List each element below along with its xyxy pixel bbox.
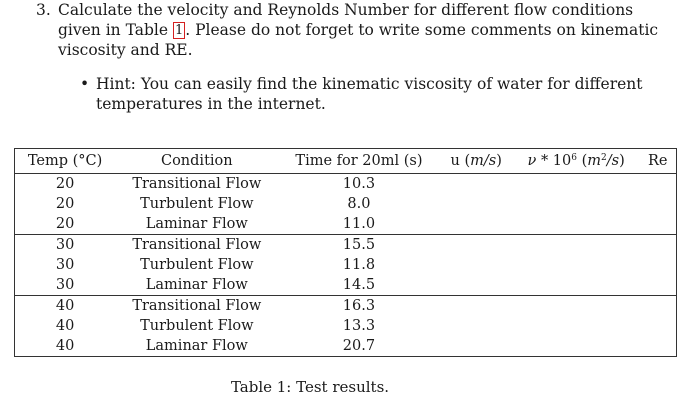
cell-temp: 40 <box>55 338 75 354</box>
cell-viscosity <box>513 194 640 214</box>
nu-unit-close: ) <box>619 153 625 169</box>
cell-viscosity <box>513 316 640 336</box>
cell-viscosity <box>513 235 640 256</box>
cell-condition: Turbulent Flow <box>140 196 254 212</box>
header-reynolds: Re <box>639 149 676 174</box>
nu-unit-m: m <box>587 153 602 169</box>
cell-time: 20.7 <box>342 338 376 354</box>
cell-condition: Laminar Flow <box>115 275 278 296</box>
nu-multiplier: * 10 <box>536 153 572 169</box>
header-velocity-suffix: ) <box>496 153 502 169</box>
cell-temp: 30 <box>15 275 116 296</box>
table-row <box>15 214 677 235</box>
cell-reynolds <box>639 275 676 296</box>
cell-temp: 40 <box>55 318 75 334</box>
cell-reynolds <box>639 336 676 357</box>
cell-velocity <box>440 316 513 336</box>
cell-velocity <box>440 235 513 256</box>
header-kinematic-viscosity <box>513 149 640 174</box>
table-reference-link[interactable]: 1 <box>174 23 184 38</box>
header-temp: Temp (°C) <box>15 149 116 174</box>
table-header-row <box>15 149 677 174</box>
cell-condition: Transitional Flow <box>132 298 262 314</box>
bullet-icon: • <box>80 75 90 93</box>
hint-text: Hint: You can easily find the kinematic viscosity of water for different temperatures in the internet. <box>96 75 643 113</box>
cell-temp: 30 <box>55 257 75 273</box>
cell-condition: Turbulent Flow <box>140 318 254 334</box>
cell-condition: Turbulent Flow <box>140 257 254 273</box>
cell-velocity <box>440 296 513 317</box>
cell-time: 16.3 <box>342 298 376 314</box>
cell-viscosity <box>513 214 640 235</box>
cell-reynolds <box>639 194 676 214</box>
question-text-part2: . Please do not forget to write some comments on kinematic viscosity and RE. <box>58 21 659 59</box>
question-text <box>58 0 676 60</box>
cell-reynolds <box>639 214 676 235</box>
table-row <box>15 194 677 214</box>
header-time: Time for 20ml (s) <box>278 149 439 174</box>
cell-time: 11.0 <box>278 214 439 235</box>
hint-item <box>80 74 680 114</box>
header-velocity-prefix: u ( <box>450 153 471 169</box>
cell-temp: 20 <box>55 176 75 192</box>
table-row <box>15 336 677 357</box>
cell-time: 14.5 <box>278 275 439 296</box>
table-row <box>15 316 677 336</box>
cell-viscosity <box>513 174 640 195</box>
cell-condition: Laminar Flow <box>145 338 248 354</box>
cell-temp: 40 <box>55 298 75 314</box>
cell-condition: Transitional Flow <box>132 237 262 253</box>
nu-symbol: ν <box>527 153 537 169</box>
cell-velocity <box>440 214 513 235</box>
header-velocity-unit: m/s <box>470 153 497 169</box>
table-caption: Table 1: Test results. <box>230 378 390 396</box>
table-row <box>15 174 677 195</box>
question-number: 3. <box>36 1 51 19</box>
cell-viscosity <box>513 275 640 296</box>
table-row <box>15 275 677 296</box>
table-row <box>15 296 677 317</box>
cell-time: 15.5 <box>342 237 376 253</box>
cell-reynolds <box>639 174 676 195</box>
cell-viscosity <box>513 255 640 275</box>
nu-unit-tail: /s <box>606 153 620 169</box>
cell-time: 10.3 <box>342 176 376 192</box>
cell-velocity <box>440 275 513 296</box>
cell-velocity <box>440 174 513 195</box>
cell-time: 11.8 <box>342 257 376 273</box>
cell-viscosity <box>513 296 640 317</box>
cell-reynolds <box>639 296 676 317</box>
header-condition: Condition <box>115 149 278 174</box>
cell-time: 13.3 <box>342 318 376 334</box>
cell-temp: 20 <box>15 214 116 235</box>
cell-velocity <box>440 194 513 214</box>
cell-viscosity <box>513 336 640 357</box>
cell-velocity <box>440 255 513 275</box>
cell-reynolds <box>639 235 676 256</box>
results-table <box>14 148 677 357</box>
header-velocity <box>440 149 513 174</box>
cell-temp: 20 <box>55 196 75 212</box>
nu-unit-exponent: 2 <box>601 153 607 163</box>
table-row <box>15 255 677 275</box>
nu-unit-open: ( <box>577 153 588 169</box>
cell-velocity <box>440 336 513 357</box>
question-text-part1: Calculate the velocity and Reynolds Number for different flow conditions given in Table <box>58 1 634 39</box>
question-3 <box>36 0 676 60</box>
cell-reynolds <box>639 255 676 275</box>
cell-condition: Laminar Flow <box>115 214 278 235</box>
table-row <box>15 235 677 256</box>
cell-reynolds <box>639 316 676 336</box>
nu-exponent: 6 <box>571 153 577 163</box>
cell-temp: 30 <box>55 237 75 253</box>
cell-time: 8.0 <box>347 196 371 212</box>
cell-condition: Transitional Flow <box>132 176 262 192</box>
